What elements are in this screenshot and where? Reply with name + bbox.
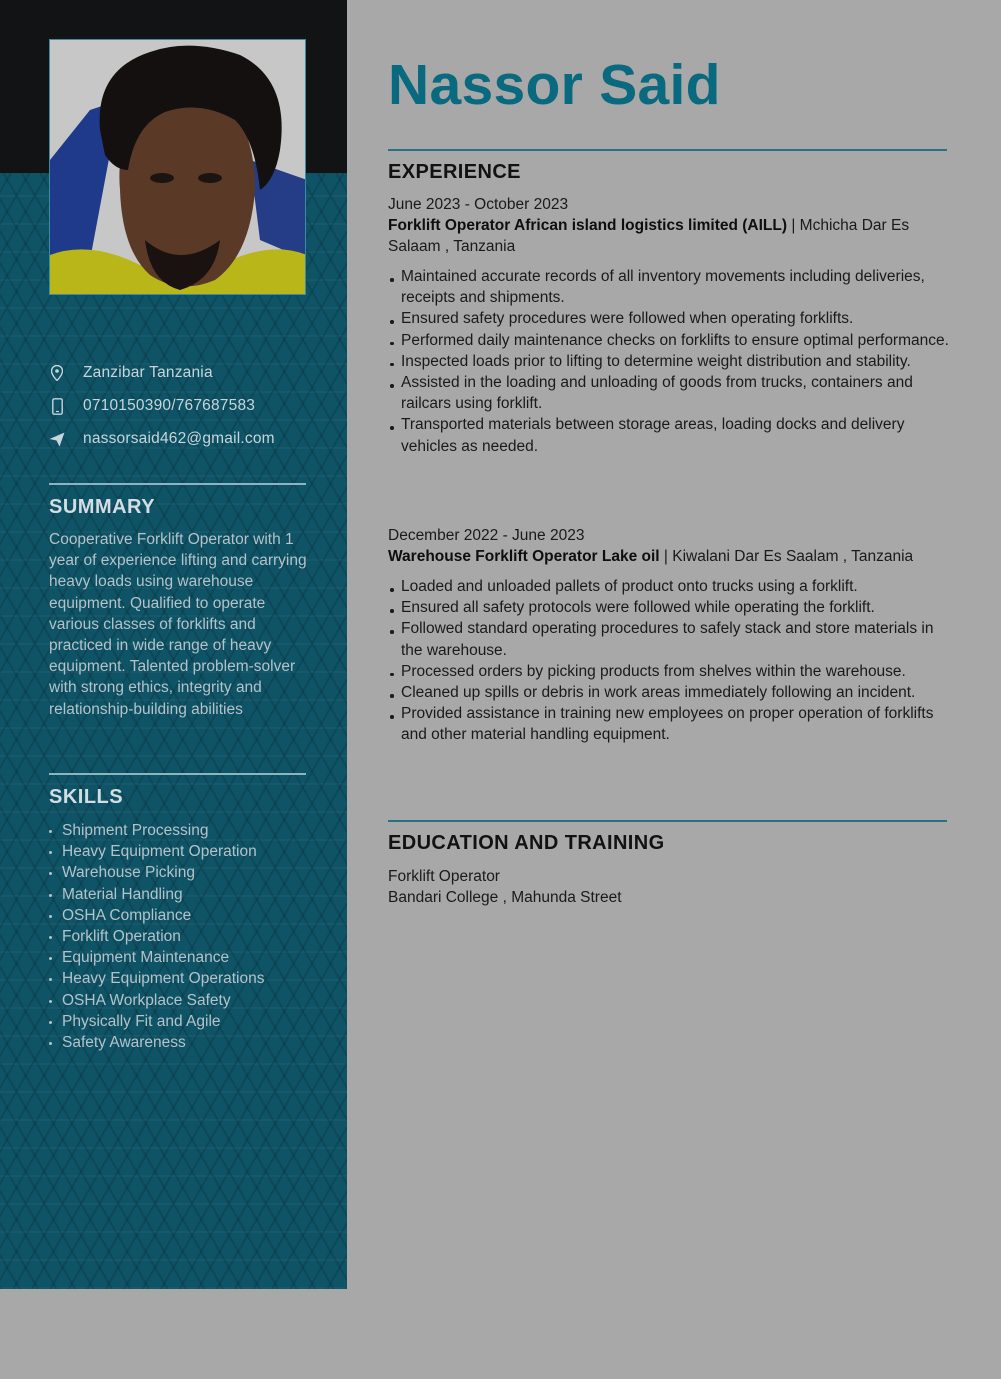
skill-item: Shipment Processing (49, 820, 329, 841)
location-pin-icon (49, 364, 65, 382)
job-bullet: Loaded and unloaded pallets of product onto trucks using a forklift. (388, 576, 950, 597)
skill-item: Heavy Equipment Operations (49, 968, 329, 989)
education-degree: Forklift Operator (388, 868, 500, 885)
summary-divider (49, 483, 306, 485)
job-dates: June 2023 - October 2023 (388, 196, 569, 213)
experience-divider (388, 149, 947, 151)
skill-item: OSHA Compliance (49, 905, 329, 926)
job-separator: | (787, 217, 800, 234)
candidate-name: Nassor Said (388, 53, 721, 117)
sidebar (0, 173, 347, 1289)
job-bullet: Inspected loads prior to lifting to determine weight distribution and stability. (388, 351, 950, 372)
contact-phone (49, 394, 309, 418)
phone-icon (49, 397, 65, 415)
skill-item: Safety Awareness (49, 1032, 329, 1053)
job-bullet: Provided assistance in training new employees on proper operation of forklifts and other material handling equipment. (388, 703, 950, 745)
skills-heading: SKILLS (49, 786, 124, 808)
job-bullet: Performed daily maintenance checks on forklifts to ensure optimal performance. (388, 330, 950, 351)
education-divider (388, 820, 947, 822)
summary-text: Cooperative Forklift Operator with 1 year of experience lifting and carrying heavy loads using warehouse equipment. Qualified to operate various classes of forklifts and practiced in wide range of heavy equipment. Talented problem-solver with strong ethics, integrity and relationship-building abilities (49, 531, 307, 718)
job-title-line (388, 215, 950, 257)
job-entry-2 (388, 525, 950, 746)
job-location: Mchicha Dar Es Salaam , Tanzania (388, 217, 910, 255)
education-school: Bandari College , Mahunda Street (388, 889, 622, 906)
skill-item: Forklift Operation (49, 926, 329, 947)
job-title: Warehouse Forklift Operator Lake oil (388, 548, 660, 565)
education-heading: EDUCATION AND TRAINING (388, 832, 665, 854)
job-bullet: Ensured safety procedures were followed when operating forklifts. (388, 308, 950, 329)
job-bullet: Transported materials between storage areas, loading docks and delivery vehicles as needed. (388, 414, 950, 456)
location-text: Zanzibar Tanzania (83, 364, 213, 381)
job-bullet: Processed orders by picking products from shelves within the warehouse. (388, 661, 950, 682)
job-bullet: Maintained accurate records of all inventory movements including deliveries, receipts and shipments. (388, 266, 950, 308)
phone-text: 0710150390/767687583 (83, 397, 256, 414)
send-icon (49, 430, 65, 448)
contact-email[interactable] (49, 427, 309, 451)
contact-location (49, 361, 309, 385)
job-bullet: Followed standard operating procedures to safely stack and store materials in the warehouse. (388, 618, 950, 660)
job-bullet: Cleaned up spills or debris in work areas immediately following an incident. (388, 682, 950, 703)
skill-item: Material Handling (49, 884, 329, 905)
job-separator: | (659, 548, 673, 565)
skill-item: Heavy Equipment Operation (49, 841, 329, 862)
experience-heading: EXPERIENCE (388, 161, 521, 183)
skill-item: Warehouse Picking (49, 862, 329, 883)
skills-list (49, 820, 329, 1053)
summary-heading: SUMMARY (49, 496, 156, 518)
skill-item: Physically Fit and Agile (49, 1011, 329, 1032)
skill-item: Equipment Maintenance (49, 947, 329, 968)
skills-divider (49, 773, 306, 775)
job-location: Kiwalani Dar Es Saalam , Tanzania (672, 548, 914, 565)
profile-photo-image (50, 40, 306, 295)
job-bullets (388, 576, 950, 746)
job-bullet: Ensured all safety protocols were followed while operating the forklift. (388, 597, 950, 618)
job-entry-1 (388, 194, 950, 457)
job-title-line (388, 546, 950, 567)
job-bullets (388, 266, 950, 457)
email-link[interactable]: nassorsaid462@gmail.com (83, 430, 275, 447)
education-entry (388, 866, 622, 908)
profile-photo (49, 39, 306, 295)
skill-item: OSHA Workplace Safety (49, 990, 329, 1011)
job-dates: December 2022 - June 2023 (388, 527, 585, 544)
job-title: Forklift Operator African island logistics limited (AILL) (388, 217, 788, 234)
job-bullet: Assisted in the loading and unloading of goods from trucks, containers and railcars using forklift. (388, 372, 950, 414)
